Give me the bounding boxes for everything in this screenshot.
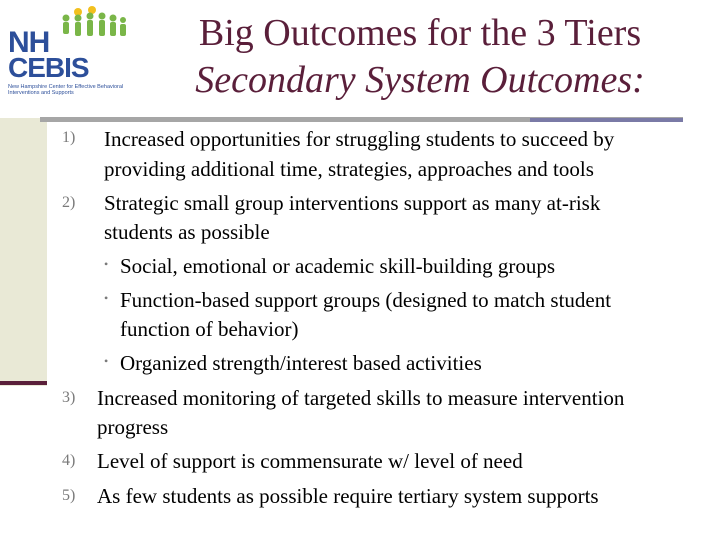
subitem-3-line-1: Organized strength/interest based activities [120,351,482,375]
item-3-line-2: progress [97,415,169,439]
item-4-line-1: Level of support is commensurate w/ level of need [97,449,523,473]
item-2-number: 2) [62,194,76,211]
item-2-line-1: Strategic small group interventions support as many at-risk [104,191,601,215]
subitem-2-bullet: • [104,291,109,305]
nh-cebis-logo [4,4,130,108]
left-accent-bar [0,118,47,386]
title-main: Big Outcomes for the 3 Tiers [198,12,642,54]
item-3-line-1: Increased monitoring of targeted skills to measure intervention [97,386,625,410]
item-5-number: 5) [62,487,76,504]
subitem-3-bullet: • [104,354,109,368]
left-bar-divider [0,381,47,385]
subitem-1-line-1: Social, emotional or academic skill-building groups [120,254,556,278]
header-divider-accent [530,118,683,122]
subitem-2-line-2: function of behavior) [120,317,299,341]
subitem-1-bullet: • [104,257,109,271]
item-1-number: 1) [62,129,76,146]
title-subtitle: Secondary System Outcomes: [195,59,645,101]
item-4-number: 4) [62,452,76,469]
item-5-line-1: As few students as possible require tertiary system supports [97,484,599,508]
logo-nh-text: NH [8,26,50,59]
item-1-line-2: providing additional time, strategies, approaches and tools [104,157,594,181]
slide-title [140,10,700,104]
logo-cebis-text: CEBIS [8,52,89,83]
item-2-line-2: students as possible [104,220,270,244]
item-1-line-1: Increased opportunities for struggling students to succeed by [104,127,615,151]
subitem-2-line-1: Function-based support groups (designed to match student [120,288,612,312]
item-3-number: 3) [62,389,76,406]
logo-tagline: New Hampshire Center for Effective Behavioral Interventions and Supports [8,84,124,97]
